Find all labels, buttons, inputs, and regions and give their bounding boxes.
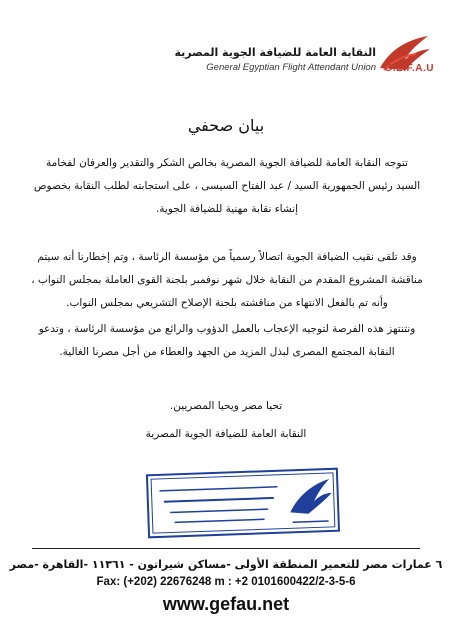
paragraph-3 xyxy=(22,318,432,364)
paragraph-line: النقابة المجتمع المصرى لبذل المزيد من الجهد والعطاء من أجل مصرنا الغالية. xyxy=(59,346,395,358)
paragraph-1 xyxy=(22,152,432,221)
footer-divider xyxy=(32,548,420,549)
closing-salutation: تحيا مصر ويحيا المصريين. xyxy=(169,400,283,412)
paragraph-line: وأنه تم بالفعل الانتهاء من مناقشته بلجنة الإصلاح التشريعي بمجلس النواب. xyxy=(66,297,388,309)
union-name-english: General Egyptian Flight Attendant Union xyxy=(206,62,376,73)
signature-line: النقابة العامة للضيافة الجوية المصرية xyxy=(145,428,307,440)
paragraph-line: وقد تلقى نقيب الضيافة الجوية اتصالاً رسمياً من مؤسسة الرئاسة ، وتم إخطارنا أنه سيتم xyxy=(37,251,417,263)
paragraph-line: إنشاء نقابة مهنية للضيافة الجوية. xyxy=(155,203,299,215)
union-logo-text: G.E.F.A.U xyxy=(384,63,434,74)
paragraph-line: مناقشة المشروع المقدم من النقابة خلال شهر نوفمبر بلجنة القوى العاملة بمجلس النواب ، xyxy=(31,274,423,286)
paragraph-line: ونتنتهز هذه الفرصة لتوجيه الإعجاب بالعمل الدؤوب والرائع من مؤسسة الرئاسة ، وتدعو xyxy=(38,323,416,335)
footer-contact-numbers: Fax: (+202) 22676248 m : +2 0101600422/2-3-5-6 xyxy=(96,576,356,588)
union-wing-logo xyxy=(372,30,434,85)
paragraph-line: السيد رئيس الجمهورية السيد / عبد الفتاح السيسى ، على استجابته لطلب النقابة بخصوص xyxy=(33,180,421,192)
paragraph-2 xyxy=(22,246,432,315)
paragraph-line: تتوجه النقابة العامة للضيافة الجوية المصرية بخالص الشكر والتقدير والعرفان لفخامة xyxy=(46,157,408,169)
official-stamp xyxy=(78,464,408,544)
document-title: بيان صحفي xyxy=(187,116,265,135)
letterhead xyxy=(0,0,452,100)
footer-website[interactable]: www.gefau.net xyxy=(162,594,290,614)
footer-address: ٦ عمارات مصر للتعمير المنطقة الأولى -مساكن شيراتون - ١١٣٦١ -القاهرة -مصر xyxy=(9,558,443,571)
union-name-arabic: النقابة العامة للضيافة الجوية المصرية xyxy=(174,46,376,59)
